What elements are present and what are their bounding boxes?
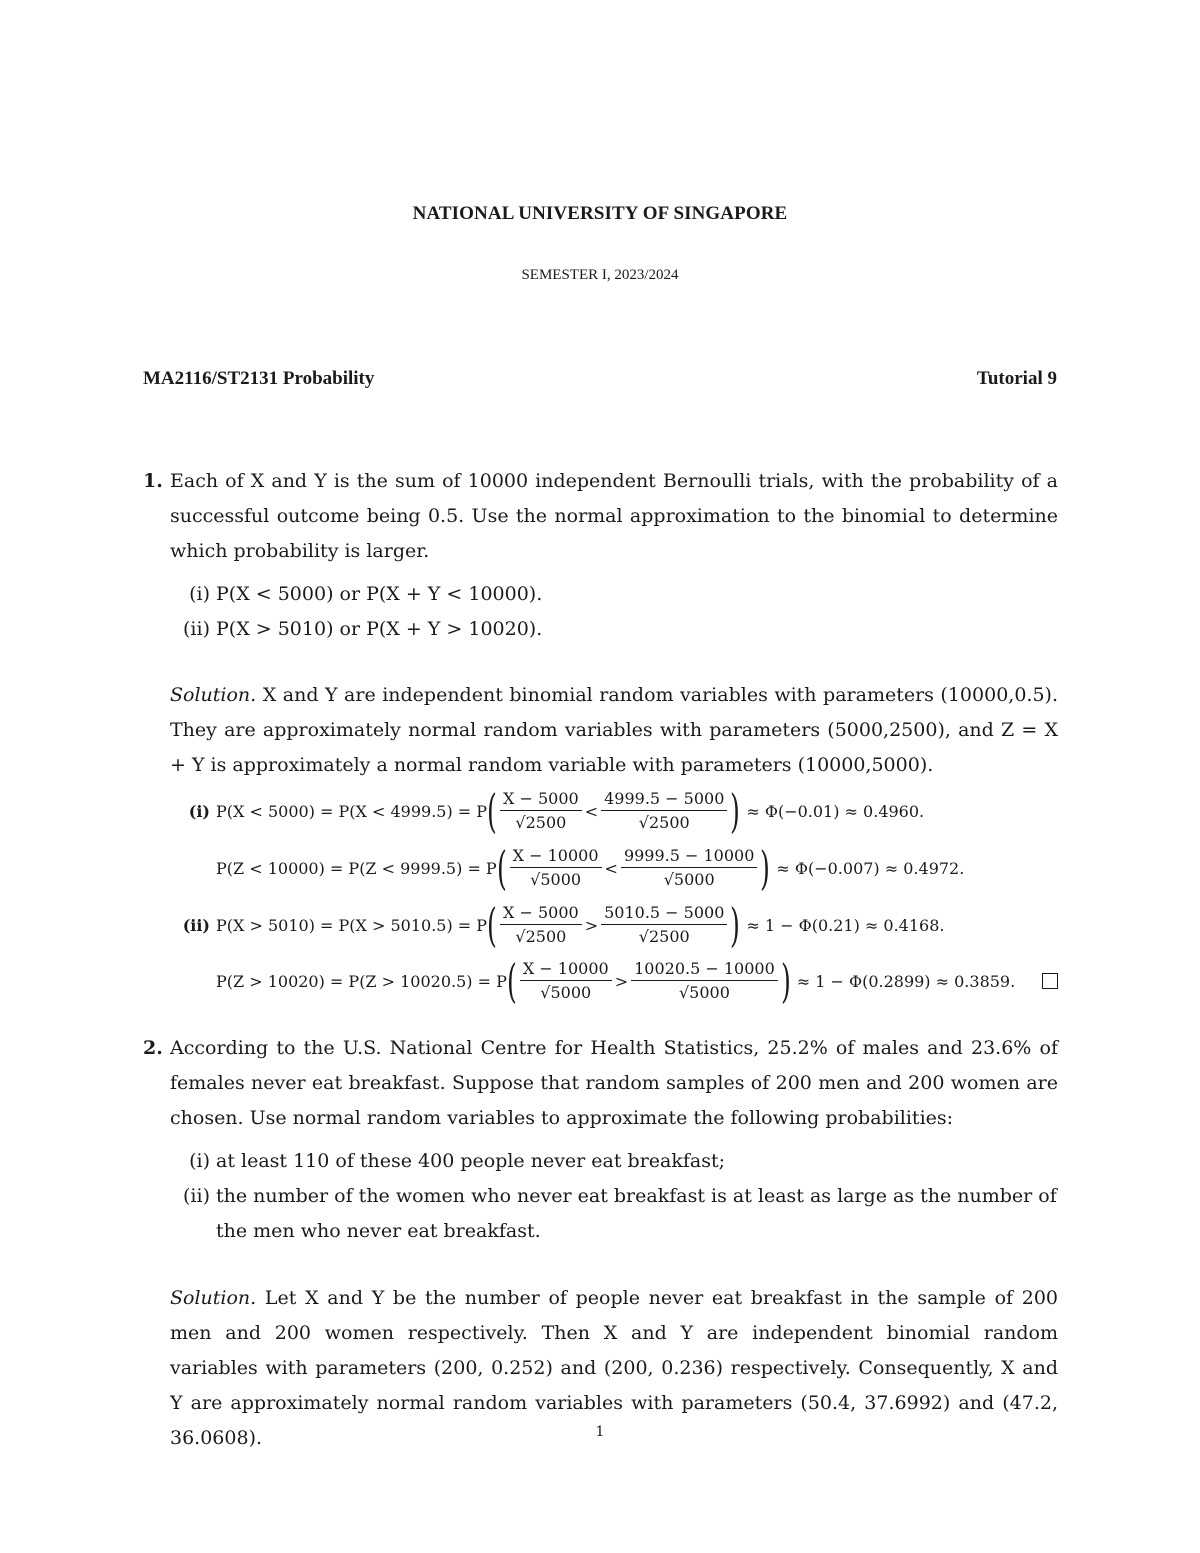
- q1-part-ii: (ii) P(X > 5010) or P(X + Y > 10020).: [183, 618, 543, 640]
- q1-part-i: (i) P(X < 5000) or P(X + Y < 10000).: [189, 583, 543, 605]
- qed-box-icon: [1042, 973, 1058, 989]
- q1-math-row-1: (i) P(X < 5000) = P(X < 4999.5) = P ( $\frac{X - 5000}{√2500}$ < $\frac{4999.5 - 5000}{√2500}$ ) ≈ Φ(−0.01) ≈ 0.4960.: [188, 784, 925, 838]
- q1-math-row-3: (ii) P(X > 5010) = P(X > 5010.5) = P ( $\frac{X - 5000}{√2500}$ > $\frac{5010.5 - 5000}{√2500}$ ) ≈ 1 − Φ(0.21) ≈ 0.4168.: [182, 898, 945, 952]
- question-2-number: 2.: [143, 1037, 163, 1059]
- university-title: NATIONAL UNIVERSITY OF SINGAPORE: [412, 203, 788, 224]
- tutorial-label: Tutorial 9: [976, 368, 1057, 389]
- q1-math-row-2: P(Z < 10000) = P(Z < 9999.5) = P ( $\frac{X - 10000}{√5000}$ < $\frac{9999.5 - 10000}{√5000}$ ) ≈ Φ(−0.007) ≈ 0.4972.: [216, 841, 965, 895]
- semester-label: SEMESTER I, 2023/2024: [521, 267, 679, 283]
- question-1-text: Each of X and Y is the sum of 10000 independent Bernoulli trials, with the probability of a successful outcome being 0.5. Use the normal approximation to the binomial to determine which probability is larger.: [170, 470, 1058, 562]
- q2-part-ii-continued: the men who never eat breakfast.: [216, 1220, 541, 1242]
- q1-solution: Solution. X and Y are independent binomial random variables with parameters (10000,0.5). They are approximately normal random variables with parameters (5000,2500), and Z = X + Y is approximately a normal random variable with parameters (10000,5000).: [170, 684, 1058, 776]
- page-number: 1: [595, 1424, 605, 1440]
- question-2-text: According to the U.S. National Centre for Health Statistics, 25.2% of males and 23.6% of females never eat breakfast. Suppose that random samples of 200 men and 200 women are chosen. Use normal random variables to approximate the following probabilities:: [170, 1037, 1058, 1129]
- q2-part-ii: (ii) the number of the women who never eat breakfast is at least as large as the number of: [183, 1185, 1057, 1207]
- solution-label: Solution.: [170, 1287, 257, 1309]
- q1-math-row-4: P(Z > 10020) = P(Z > 10020.5) = P ( $\frac{X - 10000}{√5000}$ > $\frac{10020.5 - 10000}{√5000}$ ) ≈ 1 − Φ(0.2899) ≈ 0.3859.: [216, 954, 1016, 1008]
- question-1-number: 1.: [143, 470, 163, 492]
- q2-part-i: (i) at least 110 of these 400 people never eat breakfast;: [189, 1150, 726, 1172]
- solution-label: Solution.: [170, 684, 257, 706]
- q2-solution: Solution. Let X and Y be the number of people never eat breakfast in the sample of 200 men and 200 women respectively. Then X and Y are independent binomial random variables with parameters (200, 0.252) and (200, 0.236) respectively. Consequently, X and Y are approximately normal random variables with parameters (50.4, 37.6992) and (47.2, 36.0608).: [170, 1287, 1058, 1449]
- course-title: MA2116/ST2131 Probability: [143, 368, 375, 389]
